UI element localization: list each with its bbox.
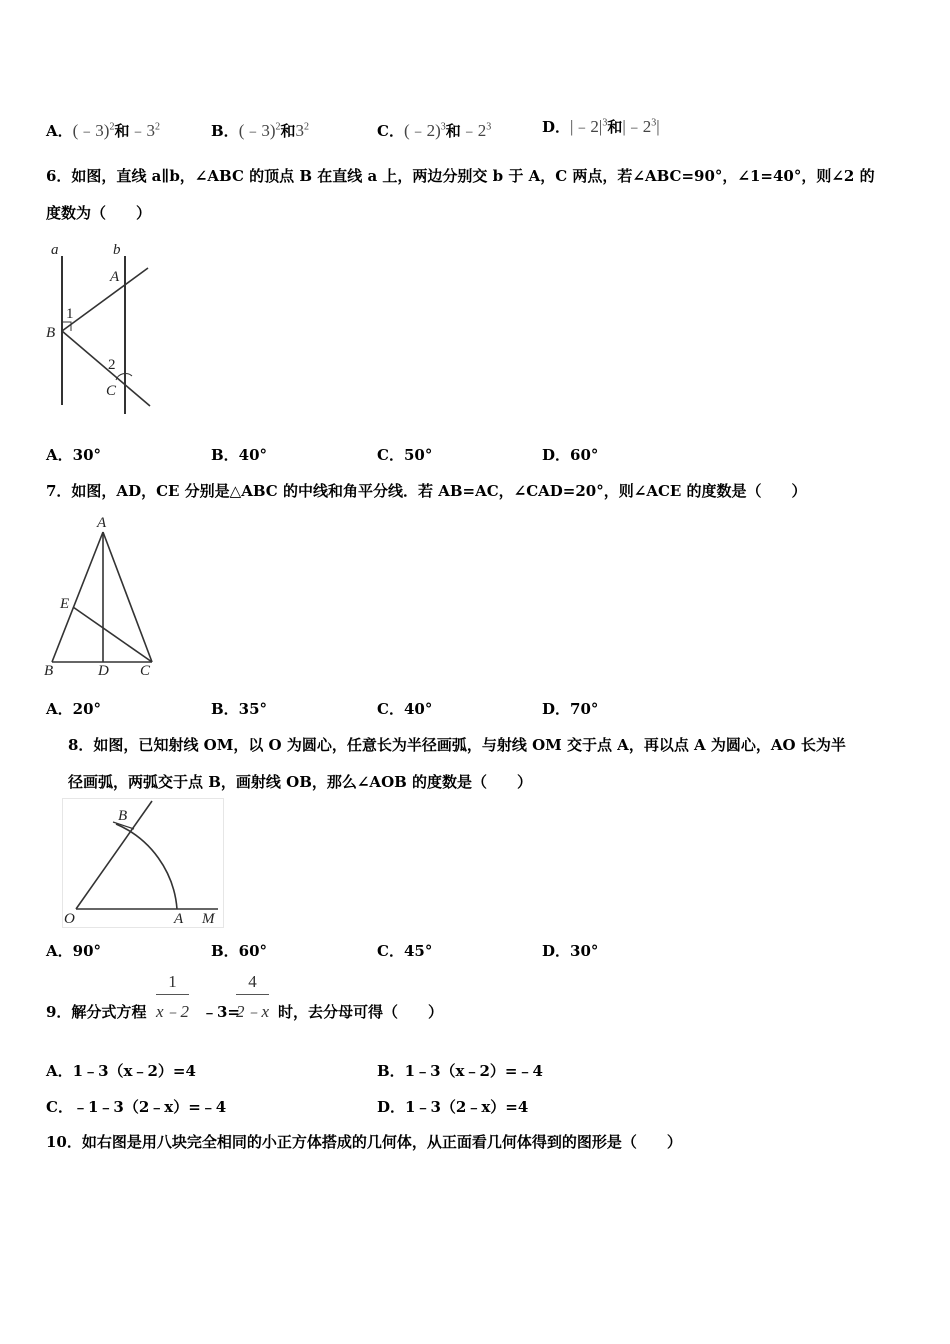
- q9-fraction-1: [156, 972, 189, 1022]
- q6-option-c: C．50°: [377, 446, 433, 464]
- q6-option-b: B．40°: [211, 446, 268, 464]
- q7-option-a: A．20°: [46, 700, 102, 718]
- q8-stem-line2: 径画弧，两弧交于点 B，画射线 OB，那么∠AOB 的度数是（ ）: [68, 773, 533, 791]
- q6-option-d: D．60°: [542, 446, 599, 464]
- q9-fraction-2-denominator: 2﹣x: [236, 1002, 270, 1021]
- q7-label-D: D: [98, 663, 109, 679]
- q9-option-c: C．﹣1﹣3（2﹣x）=﹣4: [46, 1098, 227, 1116]
- q9-stem-prefix: 9．解分式方程: [46, 1003, 147, 1021]
- q8-label-A: A: [174, 911, 184, 927]
- q7-label-E: E: [60, 596, 70, 612]
- q5-option-c: C．(﹣2)$^3$和$﹣2^3$: [377, 121, 492, 140]
- q9-option-a: A．1﹣3（x﹣2）=4: [46, 1062, 196, 1080]
- q9-stem-middle: ﹣3=: [202, 1003, 241, 1021]
- q8-option-b: B．60°: [211, 942, 268, 960]
- q6-label-angle1: 1: [66, 306, 74, 322]
- q6-figure: [44, 238, 156, 420]
- q5-option-a: A．(﹣3)$^2$和$﹣3^2$: [46, 121, 160, 140]
- q8-option-a: A．90°: [46, 942, 102, 960]
- q6-stem-line1: 6．如图，直线 a∥b，∠ABC 的顶点 B 在直线 a 上，两边分别交 b 于 A，C 两点，若∠ABC=90°，∠1=40°，则∠2 的: [46, 167, 875, 185]
- q9-fraction-2-numerator: 4: [236, 972, 269, 995]
- q6-label-B: B: [46, 325, 56, 341]
- q5-option-b: B．(﹣3)$^2$和$3^2$: [211, 121, 310, 140]
- q9-fraction-1-denominator: x﹣2: [156, 1002, 190, 1021]
- q6-label-C: C: [106, 383, 117, 399]
- q7-figure: [42, 512, 162, 680]
- q7-label-C: C: [140, 663, 151, 679]
- q8-label-M: M: [202, 911, 215, 927]
- q6-label-b: b: [113, 242, 121, 258]
- q8-figure: [62, 798, 224, 928]
- q9-fraction-2: [236, 972, 269, 1022]
- q9-option-b: B．1﹣3（x﹣2）=﹣4: [377, 1062, 543, 1080]
- q9-fraction-1-numerator: 1: [156, 972, 189, 995]
- q7-label-B: B: [44, 663, 54, 679]
- q6-stem-line2: 度数为（ ）: [46, 204, 152, 222]
- q10-stem-line1: 10．如右图是用八块完全相同的小正方体搭成的几何体，从正面看几何体得到的图形是（ ）: [46, 1133, 682, 1151]
- q9-option-d: D．1﹣3（2﹣x）=4: [377, 1098, 529, 1116]
- q7-option-c: C．40°: [377, 700, 433, 718]
- q8-option-c: C．45°: [377, 942, 433, 960]
- q5-option-d: D．$|﹣2|^3$和$|﹣2^3|$: [542, 117, 660, 136]
- q8-label-B: B: [118, 808, 128, 824]
- q8-stem-line1: 8．如图，已知射线 OM，以 O 为圆心，任意长为半径画弧，与射线 OM 交于点 A，再以点 A 为圆心，AO 长为半: [68, 736, 846, 754]
- q6-label-a: a: [51, 242, 59, 258]
- q7-label-A: A: [97, 515, 107, 531]
- q6-option-a: A．30°: [46, 446, 102, 464]
- q8-option-d: D．30°: [542, 942, 599, 960]
- q6-label-A: A: [110, 269, 120, 285]
- q9-stem-suffix: 时，去分母可得（ ）: [278, 1003, 444, 1021]
- q6-label-angle2: 2: [108, 357, 116, 373]
- q7-option-d: D．70°: [542, 700, 599, 718]
- q7-option-b: B．35°: [211, 700, 268, 718]
- q7-stem-line1: 7．如图，AD，CE 分别是△ABC 的中线和角平分线．若 AB=AC，∠CAD=20°，则∠ACE 的度数是（ ）: [46, 482, 807, 500]
- q8-label-O: O: [64, 911, 75, 927]
